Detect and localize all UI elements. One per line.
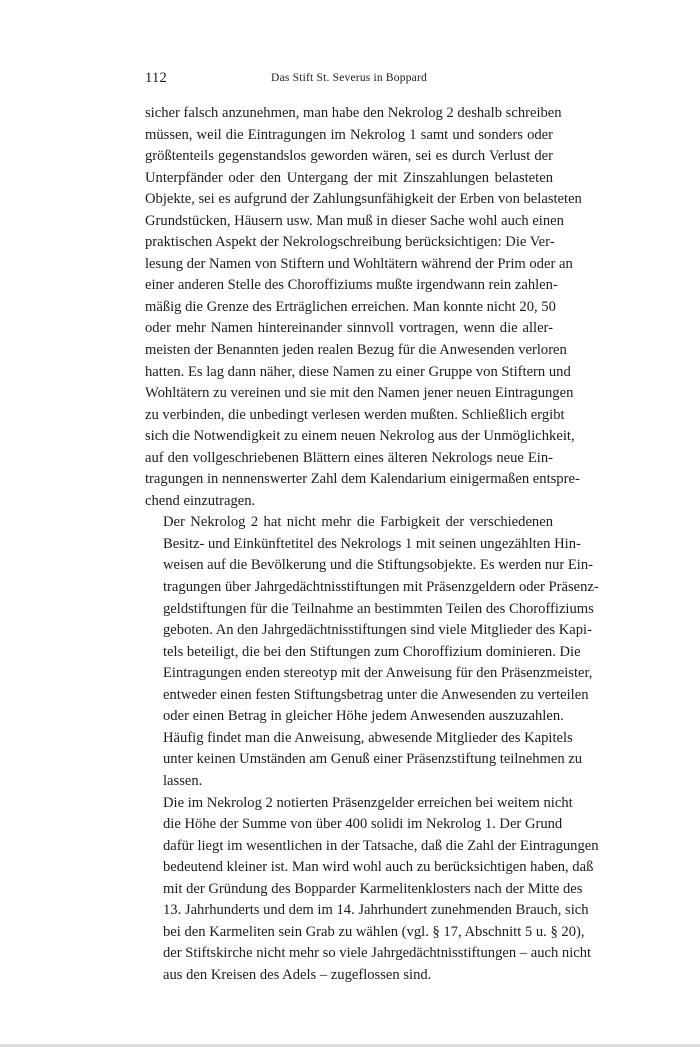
- text-line: müssen, weil die Eintragungen im Nekrolog 1 samt und sonders oder: [145, 126, 553, 143]
- text-line: sich die Notwendigkeit zu einem neuen Nekrolog aus der Unmöglichkeit,: [145, 428, 575, 445]
- text-line: Besitz- und Einkünftetitel des Nekrologs 1 mit seinen ungezählten Hin-: [163, 535, 581, 552]
- text-line: Objekte, sei es aufgrund der Zahlungsunfähigkeit der Erben von belasteten: [145, 191, 582, 208]
- running-head: [145, 70, 553, 90]
- text-line: größtenteils gegenstandslos geworden wären, sei es durch Verlust der: [145, 148, 553, 165]
- text-line: entweder einen festen Stiftungsbetrag unter die Anwesenden zu verteilen: [163, 686, 589, 703]
- text-line: zu verbinden, die unbedingt verlesen werden mußten. Schließlich ergibt: [145, 406, 565, 423]
- text-line: Die im Nekrolog 2 notierten Präsenzgelder erreichen bei weitem nicht: [163, 794, 573, 811]
- text-line: lassen.: [163, 772, 203, 789]
- text-line: Wohltätern zu vereinen und sie mit den Namen jener neuen Eintragungen: [145, 385, 574, 402]
- text-line: bedeutend kleiner ist. Man wird wohl auch zu berücksichtigen haben, daß: [163, 859, 594, 876]
- text-line: geldstiftungen für die Teilnahme an bestimmten Teilen des Choroffiziums: [163, 600, 594, 617]
- text-line: weisen auf die Bevölkerung und die Stiftungsobjekte. Es werden nur Ein-: [163, 557, 594, 574]
- text-line: hatten. Es lag dann näher, diese Namen zu einer Gruppe von Stiftern und: [145, 363, 571, 380]
- text-line: Eintragungen enden stereotyp mit der Anweisung für den Präsenzmeister,: [163, 665, 593, 682]
- paragraph-2: [145, 512, 599, 792]
- text-line: sicher falsch anzunehmen, man habe den Nekrolog 2 deshalb schreiben: [145, 105, 562, 121]
- text-line: geboten. An den Jahrgedächtnisstiftungen sind viele Mitglieder des Kapi-: [163, 622, 592, 639]
- text-line: tragungen über Jahrgedächtnisstiftungen mit Präsenzgeldern oder Präsenz-: [163, 579, 599, 596]
- paragraph-3: [145, 793, 599, 987]
- text-line: Grundstücken, Häusern usw. Man muß in dieser Sache wohl auch einen: [145, 212, 564, 229]
- page-number: 112: [145, 70, 168, 86]
- text-line: bei den Karmeliten sein Grab zu wählen (vgl. § 17, Abschnitt 5 u. § 20),: [163, 923, 585, 940]
- text-line: oder einen Betrag in gleicher Höhe jedem Anwesenden auszuzahlen.: [163, 708, 564, 725]
- text-line: mit der Gründung des Bopparder Karmelitenklosters nach der Mitte des: [163, 880, 583, 897]
- text-line: unter keinen Umständen am Genuß einer Präsenzstiftung teilnehmen zu: [163, 751, 583, 768]
- text-line: mäßig die Grenze des Erträglichen erreichen. Man konnte nicht 20, 50: [145, 298, 556, 315]
- text-line: Der Nekrolog 2 hat nicht mehr die Farbigkeit der verschiedenen: [163, 514, 553, 531]
- text-line: tels beteiligt, die bei den Stiftungen zum Choroffizium dominieren. Die: [163, 643, 581, 660]
- text-line: Häufig findet man die Anweisung, abwesende Mitglieder des Kapitels: [163, 729, 573, 746]
- text-line: einer anderen Stelle des Choroffiziums mußte irgendwann rein zahlen-: [145, 277, 558, 294]
- text-line: Unterpfänder oder den Untergang der mit Zinszahlungen belasteten: [145, 169, 553, 186]
- text-line: chend einzutragen.: [145, 492, 256, 509]
- text-line: dafür liegt im wesentlichen in der Tatsache, daß die Zahl der Eintragungen: [163, 837, 599, 854]
- paragraph-1: [145, 103, 582, 512]
- text-line: auf den vollgeschriebenen Blättern eines älteren Nekrologs neue Ein-: [145, 449, 553, 466]
- text-line: aus den Kreisen des Adels – zugeflossen sind.: [163, 966, 432, 983]
- text-line: lesung der Namen von Stiftern und Wohltätern während der Prim oder an: [145, 255, 573, 272]
- running-title: Das Stift St. Severus in Boppard: [271, 72, 427, 84]
- text-line: der Stiftskirche nicht mehr so viele Jahrgedächtnisstiftungen – auch nicht: [163, 945, 592, 962]
- body-text: [145, 103, 599, 986]
- text-line: tragungen in nennenswerter Zahl dem Kalendarium einigermaßen entspre-: [145, 471, 580, 488]
- text-line: die Höhe der Summe von über 400 solidi im Nekrolog 1. Der Grund: [163, 816, 563, 833]
- text-line: meisten der Benannten jeden realen Bezug für die Anwesenden verloren: [145, 342, 567, 359]
- text-line: 13. Jahrhunderts und dem im 14. Jahrhundert zunehmenden Brauch, sich: [163, 902, 589, 919]
- text-line: praktischen Aspekt der Nekrologschreibung berücksichtigen: Die Ver-: [145, 234, 555, 251]
- text-line: oder mehr Namen hintereinander sinnvoll vortragen, wenn die aller-: [145, 320, 553, 337]
